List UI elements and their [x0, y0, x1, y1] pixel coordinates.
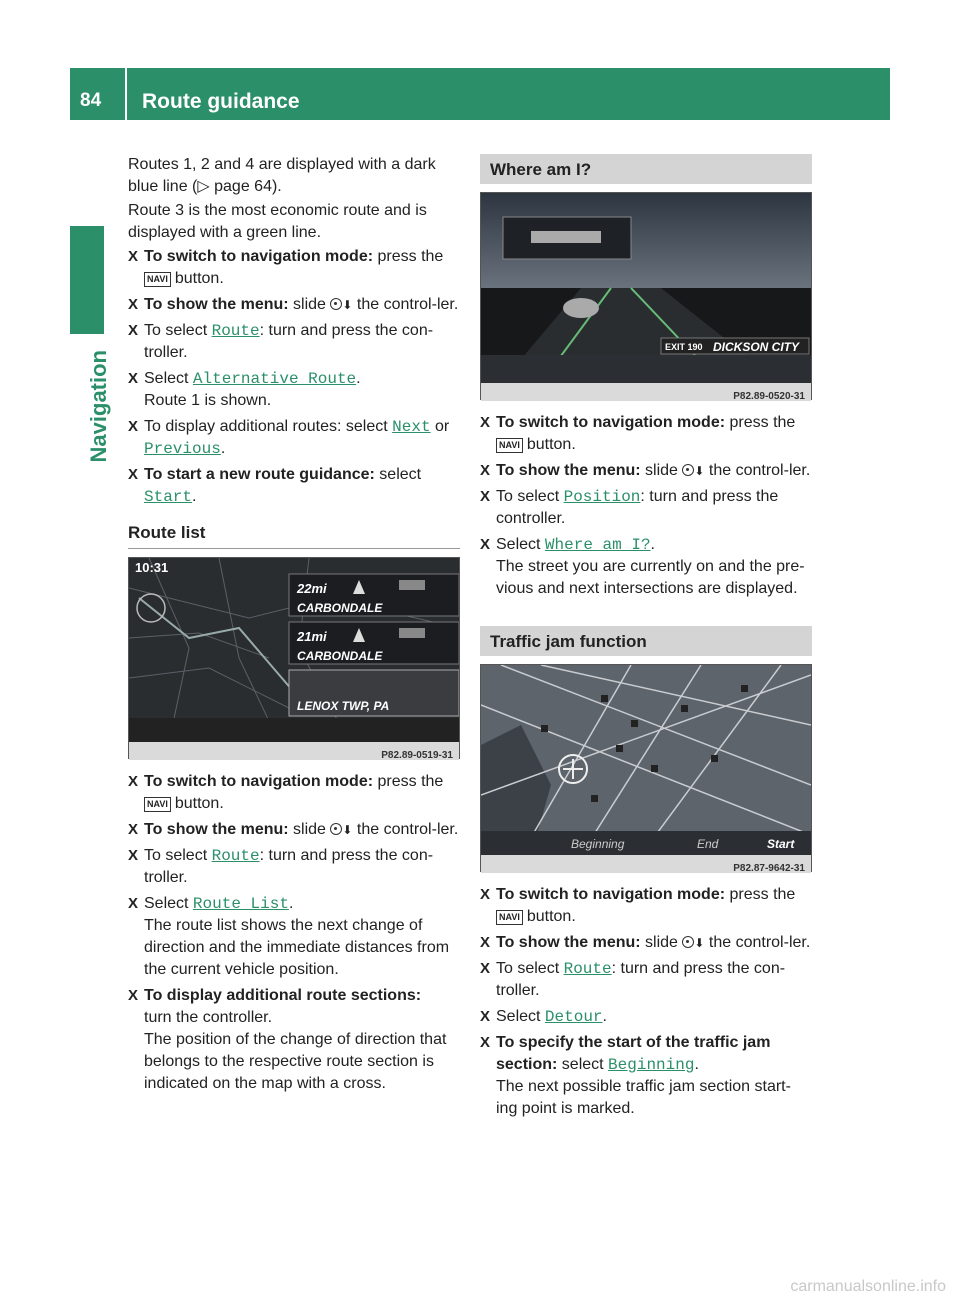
image-caption: P82.89-0519-31 [129, 742, 459, 760]
section-heading-where-am-i: Where am I? [480, 154, 812, 184]
arrow-down-icon: ⬇ [694, 464, 705, 478]
menu-item-next[interactable]: Next [392, 418, 431, 436]
route-list-screenshot [128, 557, 460, 759]
step: X To show the menu: slide ⬇ the control-ler. [480, 934, 811, 951]
step: X Select Alternative Route. Route 1 is shown. [128, 370, 361, 409]
menu-item-route[interactable]: Route [211, 847, 260, 865]
controller-icon [682, 464, 694, 476]
watermark: carmanualsonline.info [790, 1278, 946, 1295]
controller-icon [330, 823, 342, 835]
navi-key-icon: NAVI [496, 438, 523, 453]
step: X To display additional routes: select Next or Previous. [128, 418, 450, 458]
step: X To show the menu: slide ⬇ the control-ler. [480, 462, 811, 479]
step-marker: X [128, 248, 139, 265]
menu-item-previous[interactable]: Previous [144, 440, 221, 458]
step: X To display additional route sections: turn the controller. The position of the change of direction that belongs to the respective route section is indicated on the map with a cross. [128, 987, 447, 1092]
arrow-down-icon: ⬇ [342, 823, 353, 837]
header-divider [125, 68, 127, 120]
svg-text:21mi: 21mi [297, 629, 327, 644]
page-title: Route guidance [142, 90, 300, 113]
intro-paragraph-2: Route 3 is the most economic route and is displayed with a green line. [128, 202, 427, 241]
svg-text:LENOX TWP, PA: LENOX TWP, PA [297, 699, 390, 713]
intro-paragraph-1: Routes 1, 2 and 4 are displayed with a dark blue line (▷ page 64). [128, 156, 436, 195]
left-column [128, 154, 460, 1099]
step: X To switch to navigation mode: press the NAVI button. [480, 414, 796, 453]
step: X To show the menu: slide ⬇ the control-ler. [128, 296, 459, 313]
where-am-i-screenshot [480, 192, 812, 400]
side-tab-marker [70, 226, 104, 334]
route-map-image [129, 558, 459, 742]
traffic-map-image [481, 665, 811, 855]
arrow-down-icon: ⬇ [694, 936, 705, 950]
menu-item-alternative-route[interactable]: Alternative Route [192, 370, 357, 388]
image-caption: P82.87-9642-31 [481, 855, 811, 873]
svg-text:CARBONDALE: CARBONDALE [297, 649, 383, 663]
menu-item-route[interactable]: Route [211, 322, 260, 340]
step: X To start a new route guidance: select Start. [128, 466, 422, 506]
step: X To show the menu: slide ⬇ the control-ler. [128, 821, 459, 838]
step: X To switch to navigation mode: press the NAVI button. [480, 886, 796, 925]
section-heading-route-list: Route list [128, 522, 460, 549]
step: X Select Route List. The route list shows the next change of direction and the immediate distances from the current vehicle position. [128, 895, 450, 978]
menu-item-start[interactable]: Start [144, 488, 193, 506]
start-button[interactable]: Start [767, 837, 795, 851]
menu-item-route-list[interactable]: Route List [192, 895, 289, 913]
side-tab [86, 350, 120, 510]
svg-text:EXIT 190: EXIT 190 [665, 342, 703, 352]
section-heading-traffic-jam: Traffic jam function [480, 626, 812, 656]
menu-item-beginning[interactable]: Beginning [608, 1056, 695, 1074]
step: X Select Where am I?. The street you are currently on and the pre-vious and next intersections are displayed. [480, 536, 805, 597]
arrow-down-icon: ⬇ [342, 298, 353, 312]
clock-label: 10:31 [135, 560, 169, 575]
svg-text:DICKSON CITY: DICKSON CITY [713, 340, 800, 354]
end-button[interactable]: End [697, 837, 719, 851]
right-column [480, 154, 812, 1124]
traffic-jam-screenshot [480, 664, 812, 872]
menu-item-detour[interactable]: Detour [544, 1008, 603, 1026]
controller-icon [330, 298, 342, 310]
navi-key-icon: NAVI [144, 272, 171, 287]
step: X To specify the start of the traffic jam section: select Beginning. The next possible traffic jam section start-ing point is marked. [480, 1034, 791, 1117]
beginning-button[interactable]: Beginning [571, 837, 625, 851]
step: X To switch to navigation mode: press the NAVI button. [128, 248, 444, 287]
where-am-i-image [481, 193, 811, 383]
image-caption: P82.89-0520-31 [481, 383, 811, 401]
svg-text:22mi: 22mi [297, 581, 327, 596]
step: X To select Route: turn and press the con-troller. [480, 960, 786, 999]
page-number: 84 [80, 90, 102, 111]
menu-item-where-am-i[interactable]: Where am I? [544, 536, 651, 554]
step: X To switch to navigation mode: press the NAVI button. [128, 773, 444, 812]
controller-icon [682, 936, 694, 948]
step: X To select Position: turn and press the controller. [480, 488, 779, 527]
menu-item-route[interactable]: Route [563, 960, 612, 978]
step: X To select Route: turn and press the con-troller. [128, 322, 434, 361]
navi-key-icon: NAVI [144, 797, 171, 812]
step: X Select Detour. [480, 1008, 607, 1026]
side-tab-label: Navigation [86, 350, 111, 463]
navi-key-icon: NAVI [496, 910, 523, 925]
svg-text:CARBONDALE: CARBONDALE [297, 601, 383, 615]
menu-item-position[interactable]: Position [563, 488, 641, 506]
step: X To select Route: turn and press the con-troller. [128, 847, 434, 886]
